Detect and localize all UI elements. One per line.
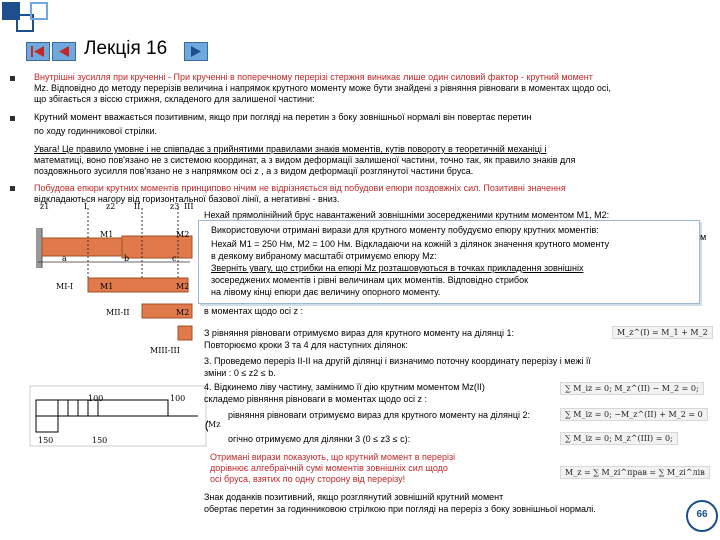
label-M2: M2	[176, 230, 190, 239]
callout-line-4: Зверніть увагу, що стрибки на епюрі Mz розташовуються в точках прикладення зовнішніх	[211, 263, 584, 273]
label-MIII: MIII-III	[150, 346, 180, 355]
para3-line3: поздовжнього зусилля пов'язано не з напрямком осі z , а з видом деформації розглянутої частини бруса.	[34, 166, 474, 176]
step7-b: обертає перетин за годинниковою стрілкою при погляді на переріз з боку зовнішньої нормалі.	[204, 504, 596, 514]
label-I: I	[84, 202, 88, 211]
label-z3: z3	[170, 202, 180, 211]
step6-c: осі бруса, взятих по одну сторону від перерізу!	[210, 474, 406, 484]
label-M2-b: M2	[176, 282, 190, 291]
bullet-1	[10, 76, 15, 81]
para1-line3: що збігається з віссю стрижня, складеного для залишеної частини:	[34, 94, 315, 104]
para4-line1: Побудова епюри крутних моментів принципово нічим не відрізняється від побудови епюри поздовжніх сил. Позитивні значення	[34, 183, 566, 193]
epure-mz-label: Mz	[208, 420, 221, 429]
page-number: 66	[686, 500, 718, 532]
shaft-diagram	[30, 200, 210, 360]
step3-b: зміни : 0 ≤ z2 ≤ b.	[204, 368, 276, 378]
label-M1-b: M1	[100, 282, 114, 291]
step4-c: рівняння рівноваги отримуємо вираз для крутного моменту на ділянці 2:	[228, 410, 531, 420]
play-back-icon	[53, 43, 75, 60]
bullet-2	[10, 116, 15, 121]
prev-arrow-icon	[27, 43, 49, 60]
label-MII: MII-II	[106, 308, 130, 317]
label-M1: M1	[100, 230, 114, 239]
para2-line1: Крутний момент вважається позитивним, якщо при погляді на перетин з боку зовнішньої нормалі він повертає перетин	[34, 112, 532, 122]
label-MI: MI-I	[56, 282, 74, 291]
para1-line1: Внутрішні зусилля при крученні - При крученні в поперечному перерізі стержня виникає лише один силовий фактор - крутний момент	[34, 72, 593, 82]
para3-line1: Увага! Це правило умовне і не співпадає з прийнятими правилами знаків моментів, кутів повороту в теоретичній механіці і	[34, 144, 547, 154]
step1-eq: З рівняння рівноваги отримуємо вираз для крутного моменту на ділянці 1:	[204, 328, 514, 338]
formula-2: ∑ M_iz = 0; M_z^(II) − M_2 = 0;	[560, 382, 704, 395]
step3-a: 3. Проведемо переріз II-II на другій ділянці і визначимо поточну координату перерізу і межі її	[204, 356, 591, 366]
next-slide-button[interactable]	[184, 42, 208, 61]
label-z1: z1	[40, 202, 50, 211]
formula-3: ∑ M_iz = 0; −M_z^(II) + M_2 = 0	[560, 408, 708, 421]
prev-slide-alt-button[interactable]	[52, 42, 76, 61]
play-forward-icon	[185, 43, 207, 60]
formula-1: M_z^(I) = M_1 + M_2	[612, 326, 713, 339]
callout-line-3: в деякому вибраному масштабі отримуємо епюру Mz:	[211, 251, 437, 261]
para2-line2: по ходу годинникової стрілки.	[34, 126, 158, 136]
epure-150a: 150	[38, 436, 54, 445]
callout-line-1: Використовуючи отримані вирази для крутного моменту побудуємо епюру крутних моментів:	[211, 225, 599, 235]
bullet-3	[10, 186, 15, 191]
label-M2-c: M2	[176, 308, 190, 317]
step4-a: 4. Відкинемо ліву частину, замінимо її дію крутним моментом Mz(II)	[204, 382, 485, 392]
step4-b: складемо рівняння рівноваги в моментах щодо осі z :	[204, 394, 427, 404]
label-z2: z2	[106, 202, 116, 211]
para1-line2: Mz. Відповідно до методу перерізів величина і напрямок крутного моменту може бути знайдені з рівняння рівноваги в моментах щодо осі,	[34, 83, 611, 93]
step5: огічно отримуємо для ділянки 3 (0 ≤ z3 ≤ c):	[228, 434, 411, 444]
step1-repeat: Повторюємо кроки 3 та 4 для наступних ділянок:	[204, 340, 408, 350]
label-b: b	[124, 254, 130, 263]
label-III: III	[184, 202, 194, 211]
para3-line2: математиці, воно пов'язано не з системою координат, а з видом деформації залишеної частини, точно так, як правило знаків для	[34, 155, 576, 165]
step-intro: Нехай прямолінійний брус навантажений зовнішніми зосередженими крутним моментом M1, M2:	[204, 210, 610, 220]
callout-tail: м	[700, 232, 707, 242]
epure-100b: 100	[170, 394, 186, 403]
prev-slide-button[interactable]	[26, 42, 50, 61]
callout-line-5: зосереджених моментів і рівні величинам цих моментів. Відповідно стрибок	[211, 275, 529, 285]
epure-150b: 150	[92, 436, 108, 445]
step7-a: Знак доданків позитивний, якщо розглянутий зовнішній крутний момент	[204, 492, 504, 502]
label-II: II	[134, 202, 141, 211]
callout-line-2: Нехай M1 = 250 Нм, M2 = 100 Нм. Відкладаючи на кожній з ділянок значення крутного моменту	[211, 239, 610, 249]
page-title: Лекція 16	[84, 38, 168, 59]
decor-square-3	[30, 2, 48, 20]
callout-line-6: на лівому кінці епюри дає величину опорного моменту.	[211, 287, 441, 297]
label-c: c	[172, 254, 177, 263]
formula-5: M_z = ∑ M_zi^прав = ∑ M_zi^лів	[560, 466, 710, 479]
step1-limits: в моментах щодо осі z :	[204, 306, 304, 316]
step6-a: Отримані вирази показують, що крутний момент в перерізі	[210, 452, 456, 462]
formula-4: ∑ M_iz = 0; M_z^(III) = 0;	[560, 432, 678, 445]
para4-line2: відкладаються нагору від горизонтальної базової лінії, а негативні - вниз.	[34, 194, 340, 204]
step6-b: дорівнює алгебраїчній сумі моментів зовнішніх сил щодо	[210, 463, 448, 473]
epure-100a: 100	[88, 394, 104, 403]
label-a: a	[62, 254, 67, 263]
callout-box	[198, 220, 700, 304]
